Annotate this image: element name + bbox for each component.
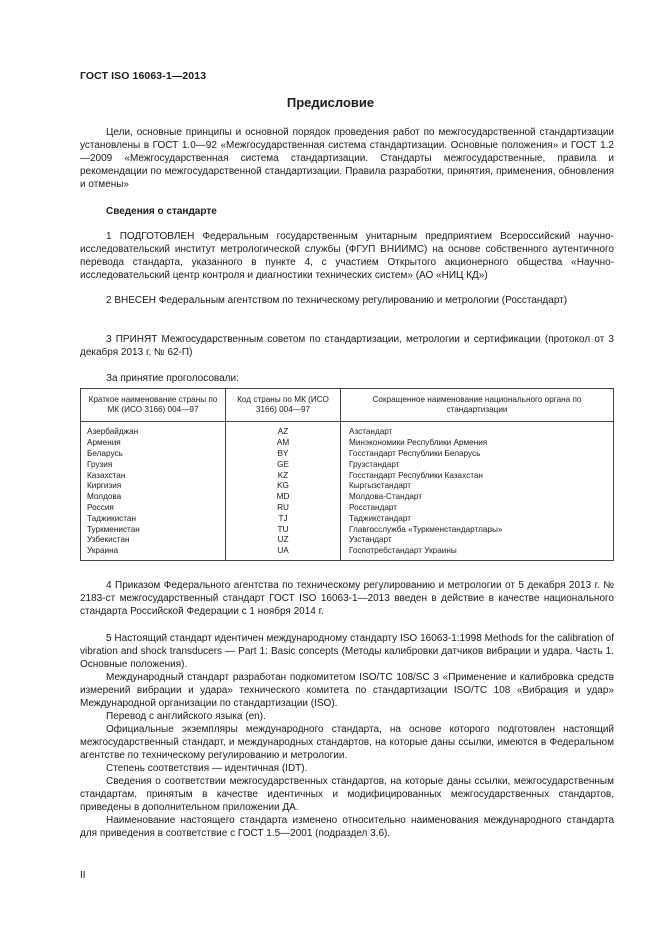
table-row <box>81 513 614 524</box>
table-row <box>81 546 614 560</box>
body-cell: Азстандарт <box>341 422 614 438</box>
page-number: II <box>80 870 86 881</box>
table-row <box>81 535 614 546</box>
country-cell: Молдова <box>81 492 226 503</box>
intro-paragraph: Цели, основные принципы и основной порядок проведения работ по межгосударственной стандартизации установлены в ГОСТ 1.0—92 «Межгосударственная система стандартизации. Основные положения» и ГОСТ 1.2—2009 «Межгосударственная система стандартизации. Стандарты межгосударственные, правила и рекомендации по межгосударственной стандартизации. Правила разработки, принятия, применения, обновления и отмены» <box>80 127 614 190</box>
info-heading-block <box>80 205 614 218</box>
table-row <box>81 422 614 438</box>
voting-table <box>80 388 614 561</box>
column-header-code: Код страны по МК (ИСО 3166) 004—97 <box>226 389 341 422</box>
item-5-paragraph: Сведения о соответствии межгосударственных стандартов, на которые даны ссылки, межгосударственным стандартам, принятым в качестве идентичных и модифицированных межгосударственных стандартов, приведены в дополнительном приложении ДА. <box>80 776 614 813</box>
country-cell: Туркменистан <box>81 524 226 535</box>
page-title: Предисловие <box>286 95 375 110</box>
document-header: ГОСТ ISO 16063-1—2013 <box>80 70 207 82</box>
vote-intro-block <box>80 372 614 385</box>
column-header-body: Сокращенное наименование национального органа по стандартизации <box>341 389 614 422</box>
item-5-paragraph: 5 Настоящий стандарт идентичен международному стандарту ISO 16063-1:1998 Methods for the calibration of vibration and shock transducers — Part 1: Basic concepts (Методы калибровки датчиков вибрации и удара. Часть 1. Основные положения). <box>80 633 614 670</box>
table-row <box>81 524 614 535</box>
body-cell: Грузстандарт <box>341 459 614 470</box>
country-cell: Азербайджан <box>81 422 226 438</box>
table-row <box>81 470 614 481</box>
code-cell: BY <box>226 449 341 460</box>
code-cell: KZ <box>226 470 341 481</box>
item-5-paragraph: Степень соответствия — идентичная (IDT). <box>106 763 308 774</box>
column-header-country: Краткое наименование страны по МК (ИСО 3166) 004—97 <box>81 389 226 422</box>
item-1: 1 ПОДГОТОВЛЕН Федеральным государственным унитарным предприятием Всероссийский научно-исследовательский институт метрологической службы (ФГУП ВНИИМС) на основе собственного аутентичного перевода стандарта, указанного в пункте 4, с участием Открытого акционерного общества «Научно-исследовательский центр контроля и диагностики технических систем» (АО «НИЦ КД») <box>80 231 614 281</box>
country-cell: Беларусь <box>81 449 226 460</box>
code-cell: AZ <box>226 422 341 438</box>
item-5-paragraph: Наименование настоящего стандарта изменено относительно наименования международного стандарта для приведения в соответствие с ГОСТ 1.5—2001 (подраздел 3.6). <box>80 815 614 839</box>
table-header-row <box>81 389 614 422</box>
item-5-paragraph: Перевод с английского языка (en). <box>106 711 266 722</box>
info-heading: Сведения о стандарте <box>106 206 217 217</box>
item-5-block <box>80 632 614 840</box>
country-cell: Грузия <box>81 459 226 470</box>
item-2-block <box>80 294 614 307</box>
table-row <box>81 449 614 460</box>
body-cell: Молдова-Стандарт <box>341 492 614 503</box>
country-cell: Россия <box>81 503 226 514</box>
code-cell: UA <box>226 546 341 560</box>
vote-intro: За принятие проголосовали: <box>106 373 239 384</box>
country-cell: Киргизия <box>81 481 226 492</box>
country-cell: Узбекистан <box>81 535 226 546</box>
country-cell: Таджикистан <box>81 513 226 524</box>
item-3: 3 ПРИНЯТ Межгосударственным советом по стандартизации, метрологии и сертификации (протокол от 3 декабря 2013 г. № 62-П) <box>80 334 614 358</box>
body-cell: Минэкономики Республики Армения <box>341 438 614 449</box>
country-cell: Украина <box>81 546 226 560</box>
table-row <box>81 503 614 514</box>
item-4: 4 Приказом Федерального агентства по техническому регулированию и метрологии от 5 декабря 2013 г. № 2183-ст межгосударственный стандарт ГОСТ ISO 16063-1—2013 введен в действие в качестве национального стандарта Российской Федерации с 1 ноября 2014 г. <box>80 580 614 617</box>
code-cell: KG <box>226 481 341 492</box>
item-4-block <box>80 579 614 618</box>
code-cell: MD <box>226 492 341 503</box>
body-cell: Госстандарт Республики Казахстан <box>341 470 614 481</box>
code-cell: UZ <box>226 535 341 546</box>
item-3-block <box>80 333 614 359</box>
item-5-paragraph: Международный стандарт разработан подкомитетом ISO/TC 108/SC 3 «Применение и калибровка средств измерений вибрации и удара» технического комитета по стандартизации ISO/TC 108 «Вибрация и удар» Международной организации по стандартизации (ISO). <box>80 672 614 709</box>
code-cell: GE <box>226 459 341 470</box>
body-cell: Госстандарт Республики Беларусь <box>341 449 614 460</box>
table-row <box>81 438 614 449</box>
item-1-block <box>80 230 614 282</box>
code-cell: TJ <box>226 513 341 524</box>
body-cell: Главгосслужба «Туркменстандартлары» <box>341 524 614 535</box>
country-cell: Казахстан <box>81 470 226 481</box>
body-cell: Госпотребстандарт Украины <box>341 546 614 560</box>
table-row <box>81 459 614 470</box>
body-cell: Таджикстандарт <box>341 513 614 524</box>
item-2: 2 ВНЕСЕН Федеральным агентством по техническому регулированию и метрологии (Росстандарт) <box>106 295 568 306</box>
body-cell: Узстандарт <box>341 535 614 546</box>
body-cell: Кыргызстандарт <box>341 481 614 492</box>
country-cell: Армения <box>81 438 226 449</box>
code-cell: TU <box>226 524 341 535</box>
item-5-paragraph: Официальные экземпляры международного стандарта, на основе которого подготовлен настоящий межгосударственный стандарт, и международных стандартов, на которые даны ссылки, имеются в Федеральном агентстве по техническому регулированию и метрологии. <box>80 724 614 761</box>
code-cell: AM <box>226 438 341 449</box>
intro-section <box>80 126 614 191</box>
body-cell: Росстандарт <box>341 503 614 514</box>
table-row <box>81 481 614 492</box>
table-row <box>81 492 614 503</box>
code-cell: RU <box>226 503 341 514</box>
